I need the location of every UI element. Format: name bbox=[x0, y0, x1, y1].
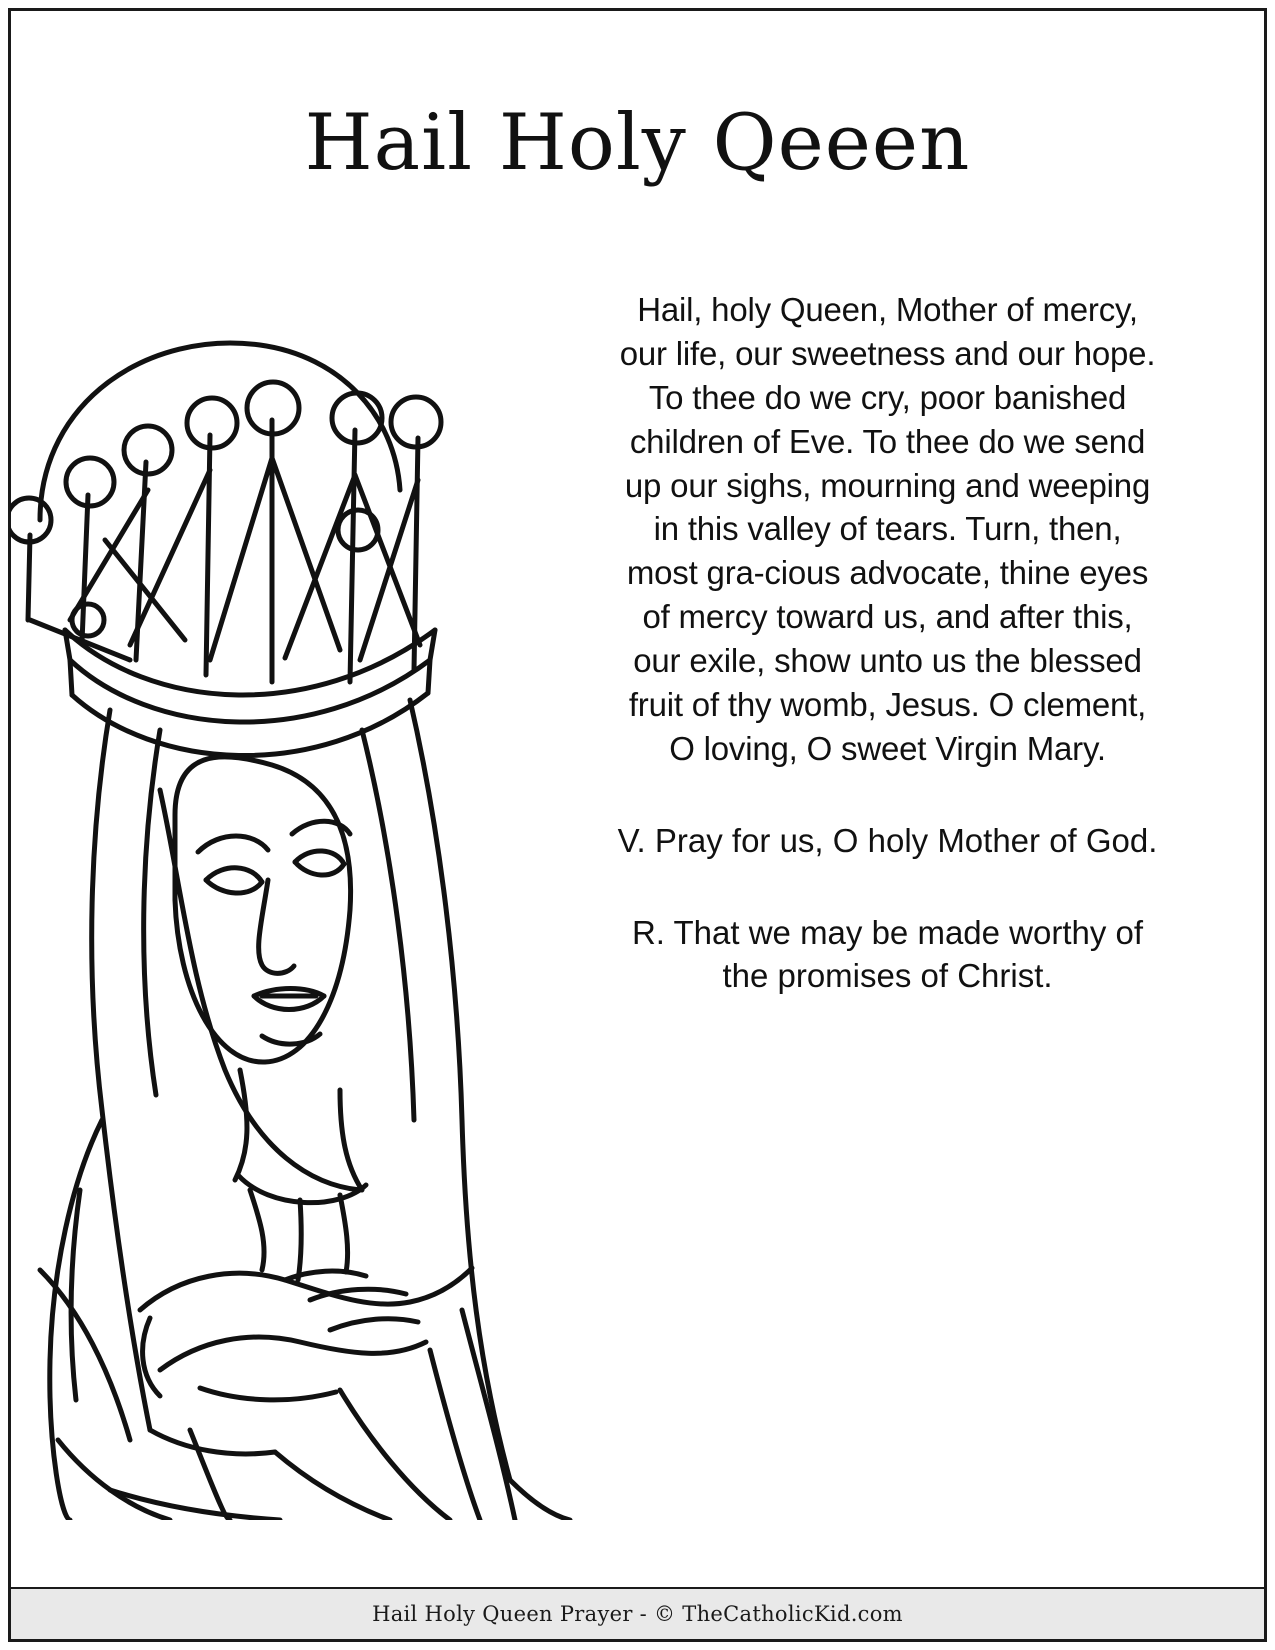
prayer-response: R. That we may be made worthy of the promises of Christ. bbox=[631, 913, 1144, 995]
footer-credit: Hail Holy Queen Prayer - © TheCatholicKid.com bbox=[372, 1602, 903, 1626]
footer-bar bbox=[11, 1587, 1264, 1639]
prayer-text-column bbox=[615, 255, 1160, 1031]
mary-illustration bbox=[10, 190, 620, 1520]
prayer-body: Hail, holy Queen, Mother of mercy, our life, our sweetness and our hope. To thee do we cry, poor banished children of Eve. To thee do we send up our sighs, mourning and weeping in this valley of tears. Turn, then, most gra-cious advocate, thine eyes of mercy toward us, and after this, our exile, show unto us the blessed fruit of thy womb, Jesus. O clement, O loving, O sweet Virgin Mary. bbox=[619, 291, 1156, 767]
page-title: Hail Holy Qeeen bbox=[304, 98, 971, 189]
prayer-versicle: V. Pray for us, O holy Mother of God. bbox=[617, 821, 1158, 859]
